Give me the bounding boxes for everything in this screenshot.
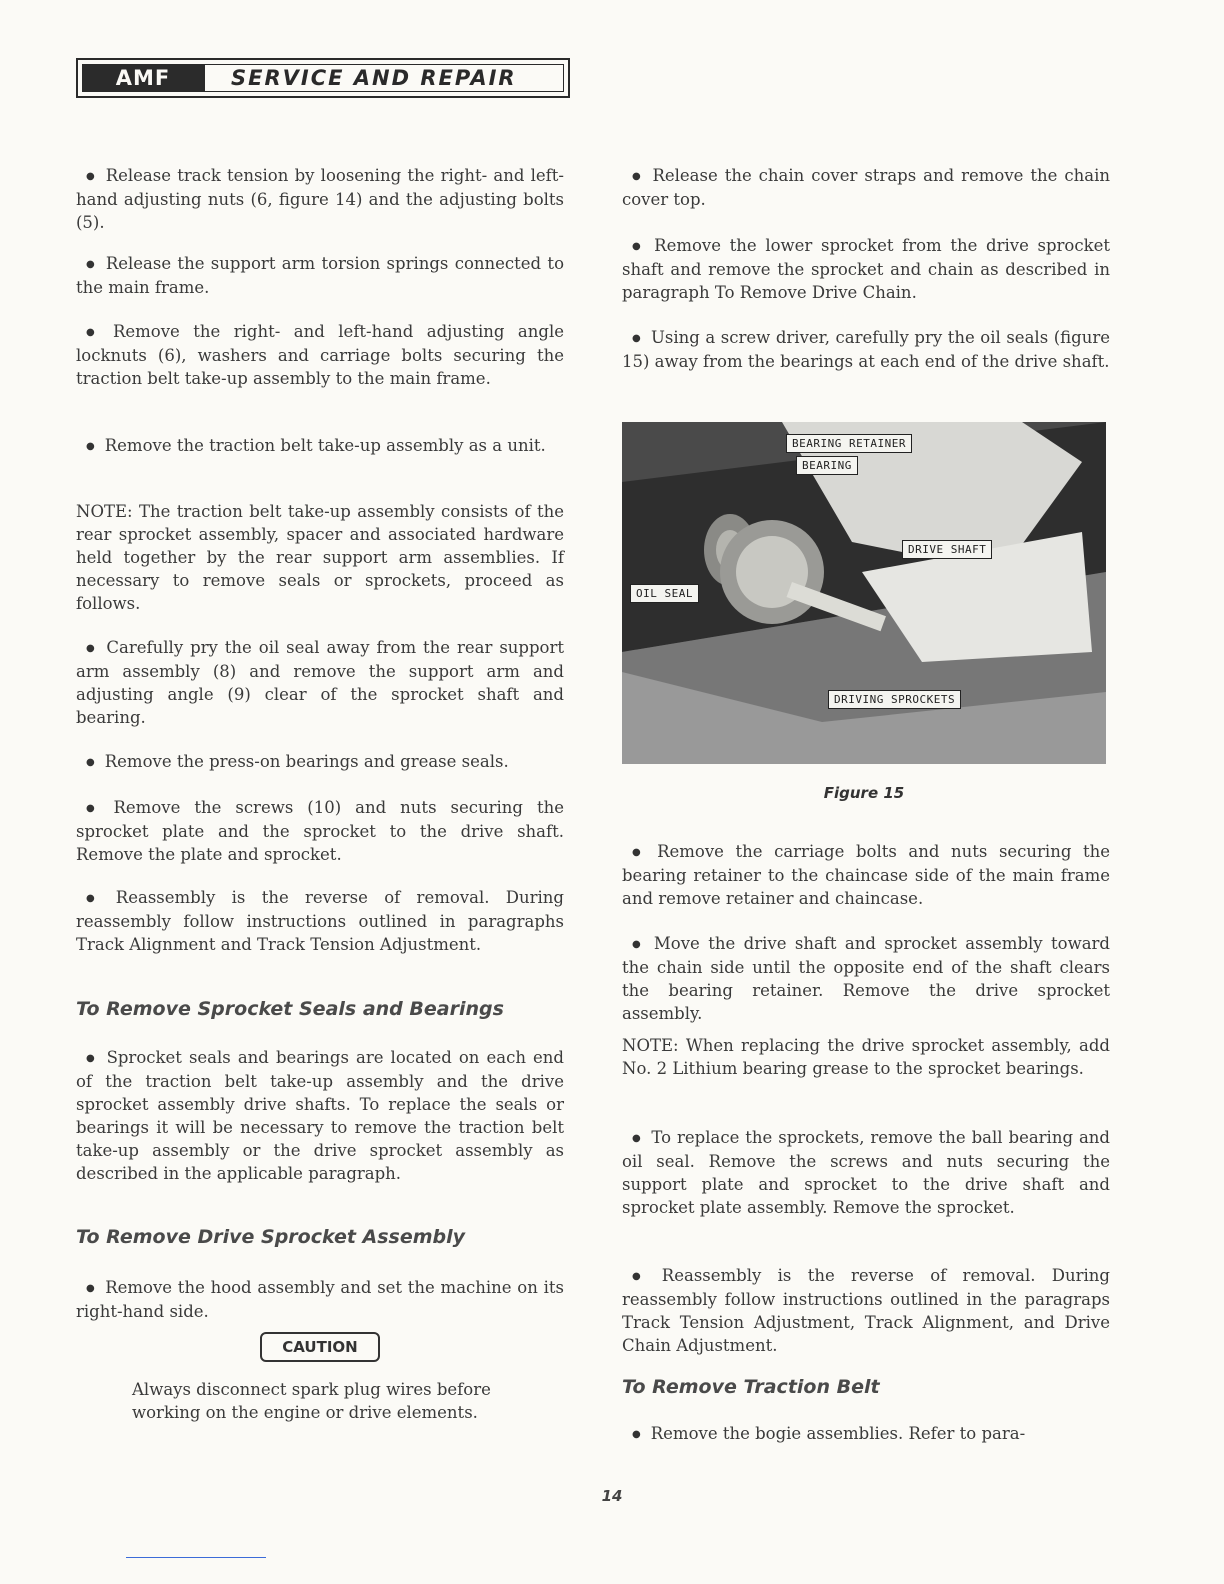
paragraph: ● Remove the lower sprocket from the drive sprocket shaft and remove the sprocket and chain as described in paragraph To Remove Drive Chain. [622,234,1110,304]
label-driving-sprockets: DRIVING SPROCKETS [828,690,961,709]
paragraph: ● Remove the screws (10) and nuts securing the sprocket plate and the sprocket to the drive shaft. Remove the plate and sprocket. [76,796,564,866]
section-heading: To Remove Drive Sprocket Assembly [76,1226,466,1248]
amf-logo: AMF [83,65,205,91]
section-heading: To Remove Sprocket Seals and Bearings [76,998,504,1020]
paragraph: ● Release the support arm torsion springs connected to the main frame. [76,252,564,299]
label-drive-shaft: DRIVE SHAFT [902,540,992,559]
header-frame [82,64,564,92]
paragraph: ● Move the drive shaft and sprocket assembly toward the chain side until the opposite end of the shaft clears the bearing retainer. Remove the drive sprocket assembly. [622,932,1110,1025]
paragraph: ● Remove the press-on bearings and grease seals. [76,750,564,774]
link-underline [126,1557,266,1558]
paragraph: ● Sprocket seals and bearings are located on each end of the traction belt take-up assembly and the drive sprocket assembly drive shafts. To replace the seals or bearings it will be necessary to remove the traction belt take-up assembly or the drive sprocket assembly as described in the applicable paragraph. [76,1046,564,1185]
paragraph: ● Carefully pry the oil seal away from the rear support arm assembly (8) and remove the support arm and adjusting angle (9) clear of the sprocket shaft and bearing. [76,636,564,729]
paragraph: ● Reassembly is the reverse of removal. During reassembly follow instructions outlined in paragraphs Track Alignment and Track Tension Adjustment. [76,886,564,956]
label-bearing: BEARING [796,456,858,475]
paragraph: ● To replace the sprockets, remove the ball bearing and oil seal. Remove the screws and nuts securing the support plate and sprocket to the drive shaft and sprocket plate assembly. Remove the sprocket. [622,1126,1110,1219]
paragraph: ● Remove the right- and left-hand adjusting angle locknuts (6), washers and carriage bolts securing the traction belt take-up assembly to the main frame. [76,320,564,390]
header-title: SERVICE AND REPAIR [231,66,517,90]
figure-15-photo [622,422,1106,764]
paragraph: ● Release the chain cover straps and remove the chain cover top. [622,164,1110,211]
page-header [76,58,570,98]
label-oil-seal: OIL SEAL [630,584,699,603]
paragraph: ● Remove the bogie assemblies. Refer to para- [622,1422,1110,1446]
label-bearing-retainer: BEARING RETAINER [786,434,912,453]
page-number: 14 [601,1487,623,1505]
section-heading: To Remove Traction Belt [622,1376,880,1398]
paragraph: ● Using a screw driver, carefully pry the oil seals (figure 15) away from the bearings at each end of the drive shaft. [622,326,1110,373]
note-paragraph: NOTE: The traction belt take-up assembly consists of the rear sprocket assembly, spacer and associated hardware held together by the rear support arm assemblies. If necessary to remove seals or sprockets, proceed as follows. [76,502,564,613]
caution-text: Always disconnect spark plug wires before working on the engine or drive elements. [132,1380,491,1422]
paragraph: ● Remove the hood assembly and set the machine on its right-hand side. [76,1276,564,1323]
paragraph: ● Release track tension by loosening the right- and left-hand adjusting nuts (6, figure 14) and the adjusting bolts (5). [76,164,564,234]
paragraph: ● Reassembly is the reverse of removal. During reassembly follow instructions outlined in the paragraps Track Tension Adjustment, Track Alignment, and Drive Chain Adjustment. [622,1264,1110,1357]
note-paragraph: NOTE: When replacing the drive sprocket assembly, add No. 2 Lithium bearing grease to the sprocket bearings. [622,1036,1110,1078]
paragraph: ● Remove the carriage bolts and nuts securing the bearing retainer to the chaincase side of the main frame and remove retainer and chaincase. [622,840,1110,910]
caution-badge: CAUTION [260,1332,380,1362]
paragraph: ● Remove the traction belt take-up assembly as a unit. [76,434,564,458]
figure-caption: Figure 15 [823,784,905,802]
